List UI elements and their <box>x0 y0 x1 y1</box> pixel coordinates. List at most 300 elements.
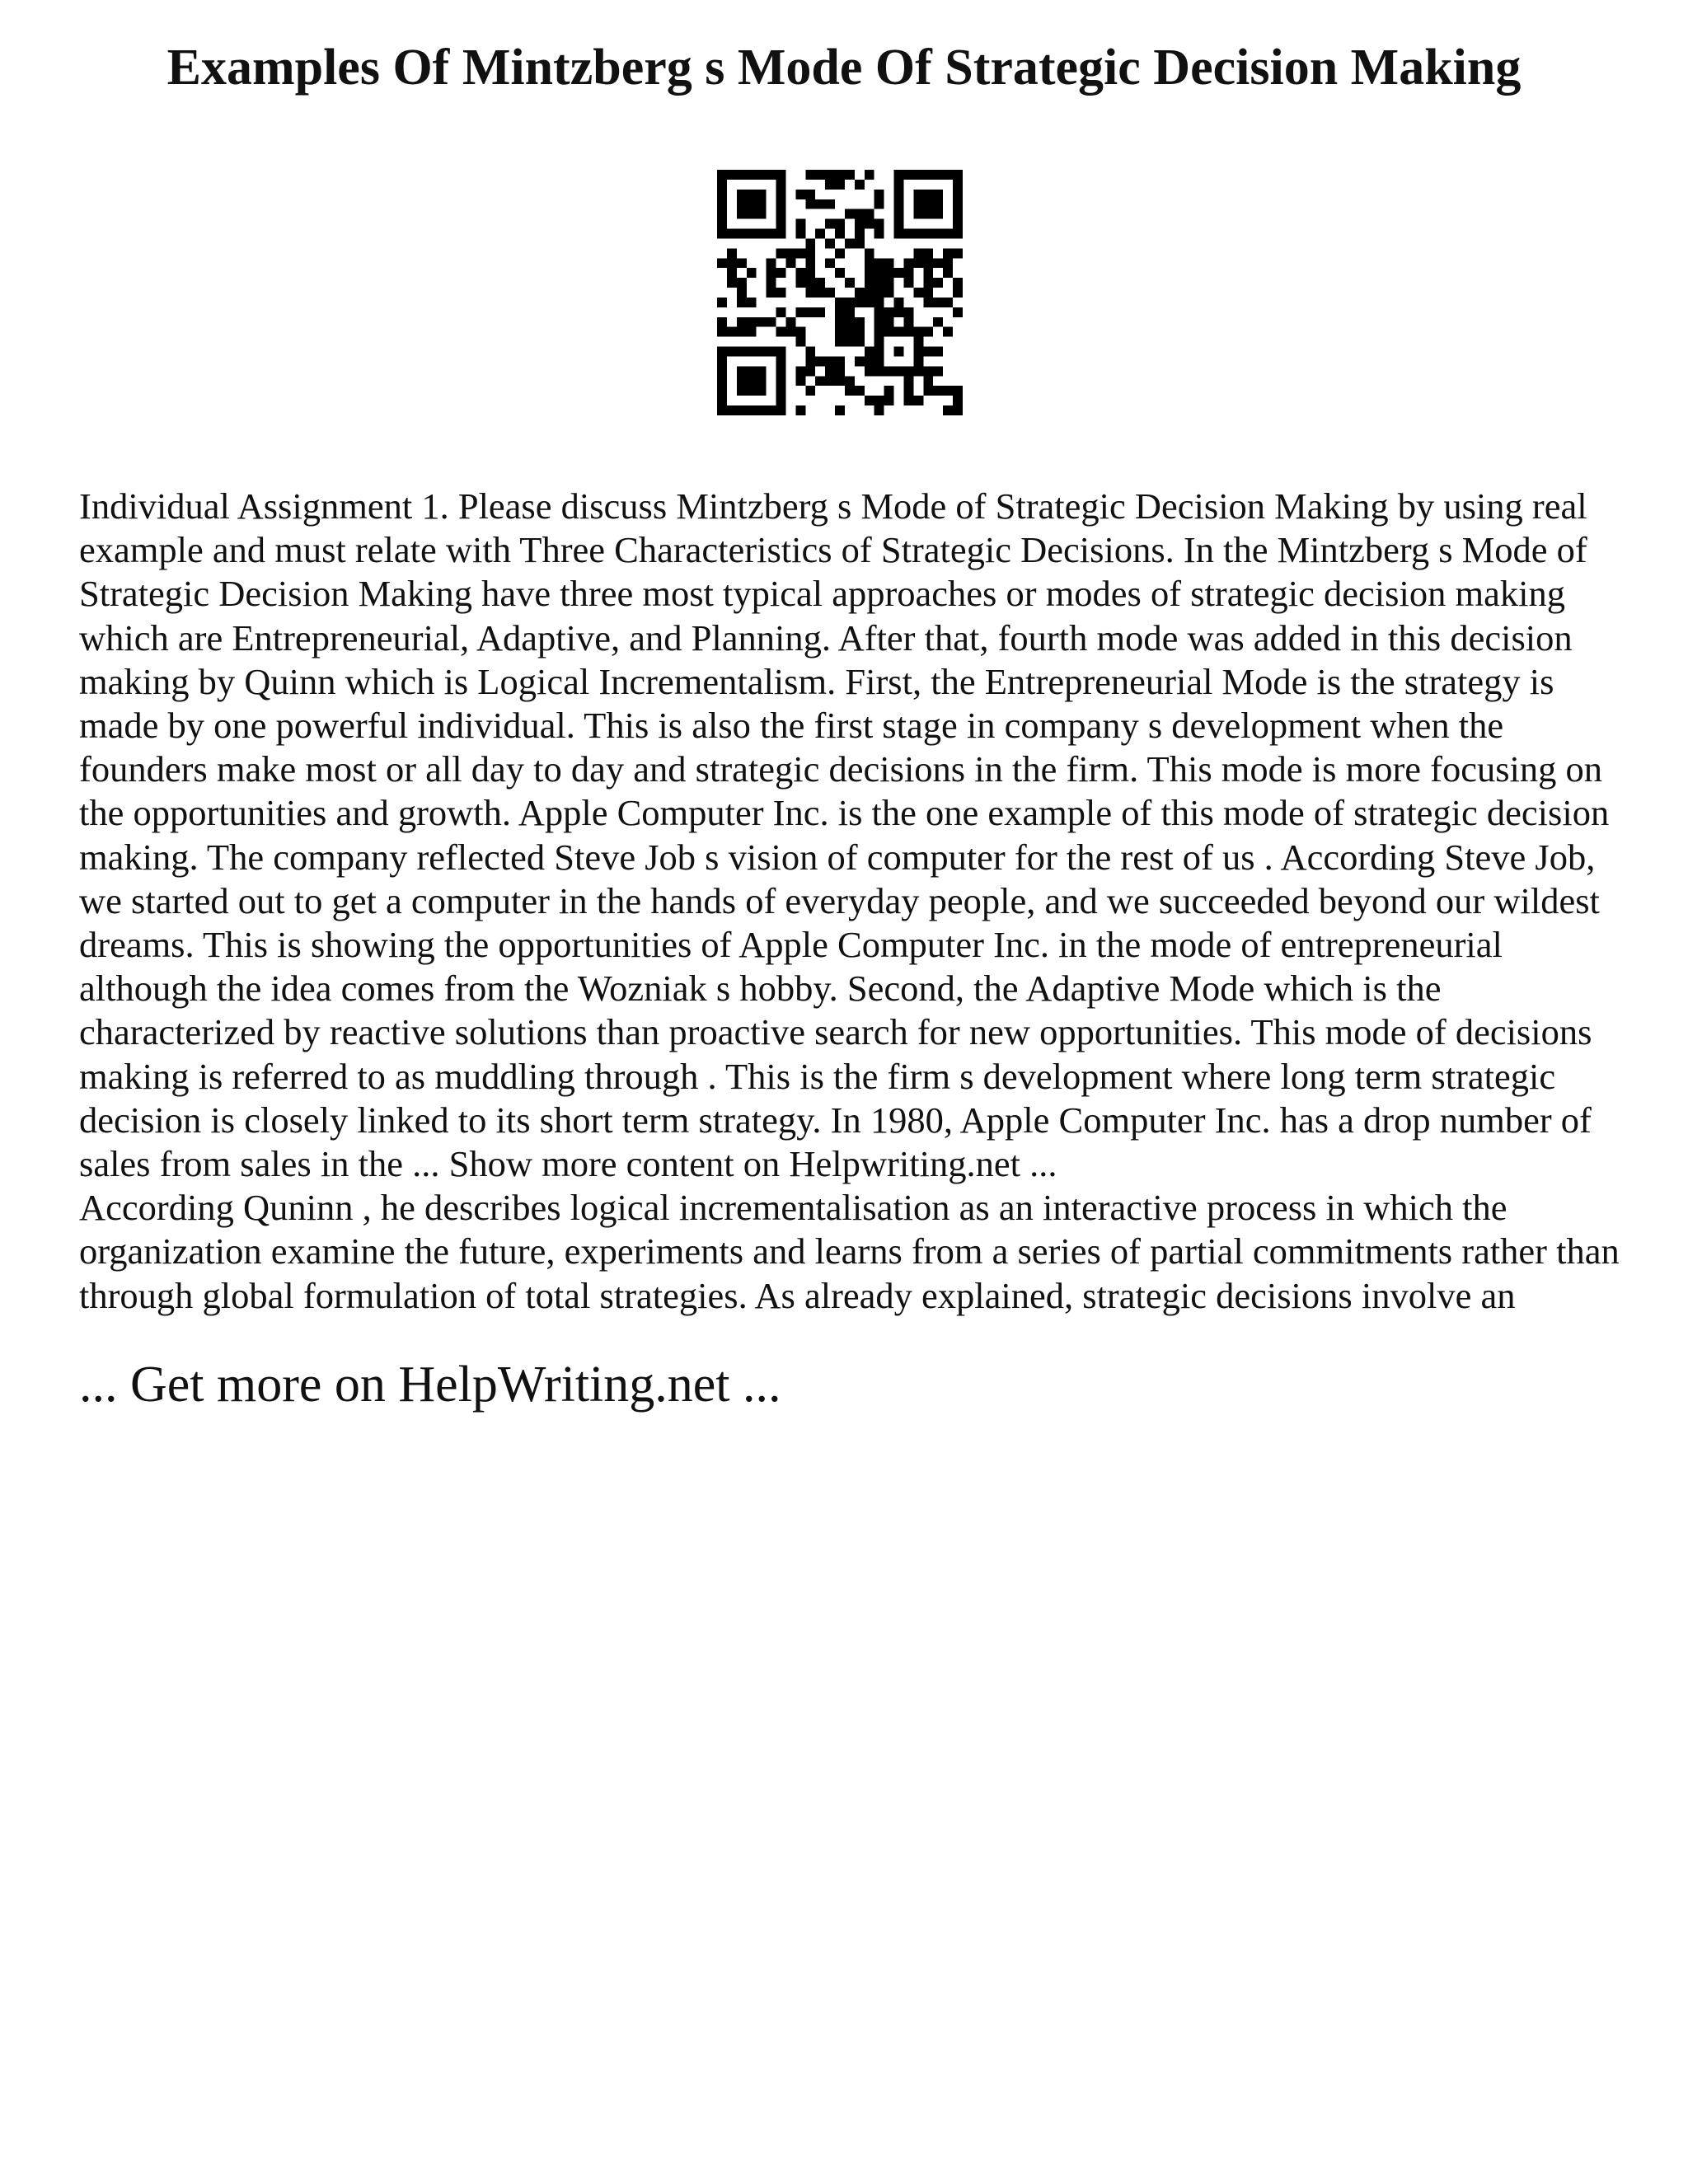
qr-module <box>933 386 943 396</box>
qr-module <box>795 376 805 386</box>
qr-module <box>747 376 757 386</box>
qr-module <box>835 229 845 239</box>
qr-module <box>923 190 933 199</box>
qr-module <box>776 248 786 258</box>
qr-module <box>747 347 757 357</box>
qr-module <box>767 268 776 278</box>
qr-module <box>717 258 727 268</box>
qr-module <box>845 376 855 386</box>
qr-module <box>953 180 963 190</box>
qr-module <box>737 347 747 357</box>
qr-module <box>903 268 913 278</box>
qr-module <box>953 190 963 199</box>
qr-module <box>737 317 747 327</box>
qr-module <box>737 376 747 386</box>
qr-module <box>953 405 963 415</box>
qr-module <box>865 347 874 357</box>
qr-module <box>767 405 776 415</box>
qr-module <box>953 229 963 239</box>
qr-module <box>845 238 855 248</box>
qr-module <box>913 396 923 405</box>
qr-module <box>923 278 933 288</box>
qr-module <box>757 317 767 327</box>
qr-module <box>953 278 963 288</box>
qr-module <box>776 268 786 278</box>
qr-module <box>805 170 815 180</box>
qr-module <box>855 327 865 337</box>
qr-module <box>943 405 953 415</box>
qr-module <box>776 376 786 386</box>
qr-module <box>785 248 795 258</box>
qr-module <box>913 229 923 239</box>
qr-module <box>923 268 933 278</box>
qr-module <box>835 337 845 347</box>
qr-module <box>845 327 855 337</box>
qr-module <box>776 180 786 190</box>
qr-module <box>903 386 913 396</box>
qr-module <box>874 396 884 405</box>
qr-module <box>835 298 845 307</box>
qr-module <box>757 376 767 386</box>
qr-module <box>795 366 805 376</box>
qr-module <box>805 248 815 258</box>
qr-module <box>894 366 904 376</box>
qr-module <box>717 317 727 327</box>
qr-module <box>767 229 776 239</box>
qr-module <box>776 366 786 376</box>
qr-module <box>874 337 884 347</box>
qr-module <box>747 229 757 239</box>
qr-module <box>727 278 737 288</box>
qr-module <box>933 347 943 357</box>
qr-module <box>894 199 904 209</box>
qr-module <box>894 209 904 219</box>
qr-module <box>717 356 727 366</box>
qr-module <box>737 288 747 298</box>
qr-module <box>727 347 737 357</box>
qr-module <box>874 356 884 366</box>
qr-module <box>795 337 805 347</box>
qr-module <box>776 307 786 317</box>
qr-module <box>923 298 933 307</box>
qr-module <box>923 170 933 180</box>
qr-module <box>717 347 727 357</box>
qr-module <box>913 258 923 268</box>
qr-module <box>884 386 894 396</box>
qr-module <box>953 199 963 209</box>
qr-module <box>795 278 805 288</box>
qr-module <box>835 180 845 190</box>
qr-module <box>943 248 953 258</box>
qr-module <box>865 268 874 278</box>
qr-module <box>933 278 943 288</box>
qr-module <box>913 190 923 199</box>
qr-module <box>865 356 874 366</box>
qr-module <box>953 288 963 298</box>
qr-module <box>776 288 786 298</box>
body-paragraph: Individual Assignment 1. Please discuss Mintzberg s Mode of Strategic Decision Making by using real example and must relate with Three Characteristics of Strategic Decisions. In the Mintzberg s Mode of Strategic Decision Making have three most typical approaches or modes of strategic decision making which are Entrepreneurial, Adaptive, and Planning. After that, fourth mode was added in this decision making by Quinn which is Logical Incrementalism. First, the Entrepreneurial Mode is the strategy is made by one powerful individual. This is also the first stage in company s development when the founders make most or all day to day and strategic decisions in the firm. This mode is more focusing on the opportunities and growth. Apple Computer Inc. is the one example of this mode of strategic decision making. The company reflected Steve Job s vision of computer for the rest of us . According Steve Job, we started out to get a computer in the hands of everyday people, and we succeeded beyond our wildest dreams. This is showing the opportunities of Apple Computer Inc. in the mode of entrepreneurial although the idea comes from the Wozniak s hobby. Second, the Adaptive Mode which is the characterized by reactive solutions than proactive search for new opportunities. This mode of decisions making is referred to as muddling through . This is the firm s development where long term strategic decision is closely linked to its short term strategy. In 1980, Apple Computer Inc. has a drop number of sales from sales in the ... Show more content on Helpwriting.net ... <box>79 485 1610 1185</box>
qr-module <box>747 327 757 337</box>
qr-module <box>805 258 815 268</box>
qr-module <box>767 170 776 180</box>
qr-module <box>913 199 923 209</box>
qr-module <box>825 170 835 180</box>
qr-module <box>855 386 865 396</box>
qr-module <box>865 219 874 229</box>
qr-module <box>717 190 727 199</box>
qr-module <box>884 307 894 317</box>
qr-module <box>845 170 855 180</box>
qr-module <box>805 190 815 199</box>
qr-module <box>737 190 747 199</box>
qr-module <box>776 327 786 337</box>
qr-module <box>845 278 855 288</box>
qr-module <box>795 327 805 337</box>
qr-module <box>884 268 894 278</box>
qr-module <box>953 248 963 258</box>
qr-module <box>757 386 767 396</box>
qr-module <box>913 248 923 258</box>
qr-module <box>874 199 884 209</box>
qr-module <box>825 376 835 386</box>
qr-module <box>894 190 904 199</box>
qr-module <box>953 386 963 396</box>
qr-module <box>874 229 884 239</box>
qr-module <box>815 307 825 317</box>
qr-module <box>776 190 786 199</box>
document-body <box>79 485 1629 1318</box>
qr-module <box>795 248 805 258</box>
qr-module <box>874 268 884 278</box>
qr-module <box>737 298 747 307</box>
qr-module <box>776 219 786 229</box>
qr-module <box>795 190 805 199</box>
qr-module <box>757 199 767 209</box>
qr-module <box>737 229 747 239</box>
qr-module <box>805 278 815 288</box>
qr-module <box>865 258 874 268</box>
qr-module <box>923 209 933 219</box>
qr-module <box>805 307 815 317</box>
qr-module <box>903 366 913 376</box>
qr-module <box>757 229 767 239</box>
qr-module <box>717 229 727 239</box>
qr-module <box>805 386 815 396</box>
qr-module <box>884 258 894 268</box>
qr-module <box>855 238 865 248</box>
qr-module <box>825 258 835 268</box>
qr-module <box>767 258 776 268</box>
qr-module <box>923 327 933 337</box>
qr-module <box>747 405 757 415</box>
qr-module <box>923 366 933 376</box>
qr-code-icon <box>717 170 963 415</box>
body-paragraph: According Quninn , he describes logical incrementalisation as an interactive process in which the organization examine the future, experiments and learns from a series of partial commitments rather than through global formulation of total strategies. As already explained, strategic decisions involve an <box>79 1187 1620 1316</box>
qr-module <box>953 396 963 405</box>
qr-module <box>717 366 727 376</box>
qr-module <box>943 170 953 180</box>
qr-module <box>805 238 815 248</box>
qr-module <box>845 209 855 219</box>
qr-module <box>825 356 835 366</box>
qr-module <box>933 317 943 327</box>
qr-module <box>835 376 845 386</box>
qr-module <box>727 268 737 278</box>
qr-module <box>894 180 904 190</box>
qr-module <box>865 298 874 307</box>
qr-module <box>776 170 786 180</box>
qr-module <box>913 337 923 347</box>
qr-module <box>805 199 815 209</box>
qr-module <box>805 356 815 366</box>
qr-module <box>737 327 747 337</box>
qr-module <box>913 356 923 366</box>
qr-module <box>835 307 845 317</box>
qr-module <box>835 327 845 337</box>
qr-module <box>865 170 874 180</box>
qr-module <box>845 386 855 396</box>
qr-module <box>717 219 727 229</box>
qr-module <box>785 258 795 268</box>
qr-module <box>855 288 865 298</box>
qr-module <box>805 347 815 357</box>
qr-module <box>903 307 913 317</box>
qr-module <box>785 327 795 337</box>
qr-module <box>855 298 865 307</box>
qr-module <box>894 170 904 180</box>
qr-module <box>903 396 913 405</box>
qr-module <box>776 386 786 396</box>
qr-module <box>874 278 884 288</box>
qr-module <box>913 366 923 376</box>
qr-module <box>747 317 757 327</box>
qr-module <box>737 199 747 209</box>
qr-module <box>923 199 933 209</box>
qr-module <box>855 229 865 239</box>
qr-module <box>747 209 757 219</box>
qr-module <box>727 170 737 180</box>
qr-module <box>815 170 825 180</box>
qr-module <box>874 327 884 337</box>
qr-module <box>874 366 884 376</box>
qr-module <box>815 288 825 298</box>
qr-module <box>757 347 767 357</box>
qr-module <box>747 268 757 278</box>
qr-module <box>933 209 943 219</box>
qr-module <box>874 258 884 268</box>
qr-module <box>933 366 943 376</box>
qr-module <box>717 405 727 415</box>
qr-module <box>894 219 904 229</box>
qr-module <box>874 347 884 357</box>
qr-module <box>884 396 894 405</box>
qr-module <box>747 298 757 307</box>
qr-module <box>825 366 835 376</box>
qr-module <box>865 288 874 298</box>
qr-module <box>717 386 727 396</box>
qr-module <box>884 366 894 376</box>
qr-module <box>727 327 737 337</box>
qr-module <box>903 170 913 180</box>
qr-module <box>717 298 727 307</box>
qr-module <box>943 268 953 278</box>
qr-module <box>717 209 727 219</box>
qr-module <box>953 307 963 317</box>
qr-module <box>767 347 776 357</box>
qr-module <box>717 199 727 209</box>
qr-module <box>717 396 727 405</box>
qr-module <box>835 219 845 229</box>
qr-module <box>855 356 865 366</box>
qr-module <box>805 288 815 298</box>
qr-module <box>913 209 923 219</box>
qr-module <box>923 288 933 298</box>
qr-module <box>903 376 913 386</box>
qr-module <box>953 170 963 180</box>
qr-module <box>747 170 757 180</box>
qr-module <box>884 278 894 288</box>
qr-module <box>845 317 855 327</box>
qr-module <box>874 190 884 199</box>
qr-module <box>737 405 747 415</box>
qr-module <box>776 209 786 219</box>
qr-module <box>884 327 894 337</box>
qr-module <box>835 268 845 278</box>
qr-module <box>865 248 874 258</box>
qr-module <box>815 229 825 239</box>
qr-module <box>776 347 786 357</box>
qr-module <box>737 386 747 396</box>
qr-module <box>747 386 757 396</box>
qr-module <box>747 190 757 199</box>
qr-module <box>903 278 913 288</box>
qr-module <box>874 307 884 317</box>
qr-module <box>845 337 855 347</box>
qr-module <box>933 229 943 239</box>
qr-module <box>825 219 835 229</box>
qr-module <box>923 376 933 386</box>
qr-module <box>865 396 874 405</box>
qr-module <box>795 405 805 415</box>
qr-module <box>845 307 855 317</box>
qr-module <box>737 366 747 376</box>
qr-module <box>953 209 963 219</box>
qr-module <box>785 317 795 327</box>
qr-module <box>874 317 884 327</box>
qr-module <box>874 298 884 307</box>
qr-module <box>855 219 865 229</box>
qr-module <box>913 327 923 337</box>
qr-module <box>757 209 767 219</box>
qr-module <box>776 405 786 415</box>
qr-module <box>767 288 776 298</box>
qr-module <box>717 170 727 180</box>
qr-module <box>835 356 845 366</box>
qr-module <box>795 307 805 317</box>
qr-module <box>884 288 894 298</box>
qr-module <box>923 386 933 396</box>
qr-module <box>865 366 874 376</box>
qr-module <box>737 278 747 288</box>
qr-module <box>747 199 757 209</box>
qr-module <box>805 366 815 376</box>
qr-module <box>717 327 727 337</box>
qr-module <box>835 366 845 376</box>
qr-module <box>815 376 825 386</box>
qr-module <box>805 268 815 278</box>
qr-module <box>795 229 805 239</box>
qr-module <box>943 258 953 268</box>
qr-module <box>923 258 933 268</box>
qr-module <box>913 288 923 298</box>
qr-module <box>855 337 865 347</box>
qr-module <box>943 298 953 307</box>
qr-module <box>747 366 757 376</box>
qr-module <box>825 180 835 190</box>
qr-module <box>737 258 747 268</box>
qr-module <box>933 298 943 307</box>
qr-module <box>903 317 913 327</box>
qr-module <box>923 248 933 258</box>
qr-module <box>795 219 805 229</box>
document-title: Examples Of Mintzberg s Mode Of Strategic Decision Making <box>166 40 1522 96</box>
qr-module <box>727 229 737 239</box>
qr-module <box>776 356 786 366</box>
qr-module <box>815 199 825 209</box>
qr-module <box>874 405 884 415</box>
qr-module <box>855 180 865 190</box>
qr-module <box>874 219 884 229</box>
qr-module <box>776 199 786 209</box>
qr-module <box>903 327 913 337</box>
qr-module <box>776 396 786 405</box>
qr-module <box>894 307 904 317</box>
qr-module <box>933 258 943 268</box>
qr-module <box>727 258 737 268</box>
qr-module <box>767 317 776 327</box>
qr-module <box>767 278 776 288</box>
qr-module <box>894 347 904 357</box>
get-more-link[interactable]: ... Get more on HelpWriting.net ... <box>79 1357 781 1413</box>
qr-module <box>894 268 904 278</box>
qr-module <box>737 209 747 219</box>
qr-module <box>757 190 767 199</box>
qr-module <box>835 248 845 258</box>
qr-module <box>855 209 865 219</box>
qr-module <box>855 317 865 327</box>
qr-module <box>933 170 943 180</box>
qr-module <box>835 317 845 327</box>
qr-module <box>874 288 884 298</box>
qr-module <box>825 238 835 248</box>
qr-module <box>913 347 923 357</box>
qr-module <box>923 347 933 357</box>
qr-module <box>757 405 767 415</box>
qr-module <box>757 170 767 180</box>
qr-module <box>913 170 923 180</box>
qr-module <box>825 199 835 209</box>
qr-module <box>943 229 953 239</box>
qr-module <box>757 366 767 376</box>
qr-module <box>845 298 855 307</box>
qr-module <box>835 405 845 415</box>
qr-module <box>894 229 904 239</box>
qr-module <box>727 248 737 258</box>
qr-module <box>943 327 953 337</box>
qr-module <box>903 258 913 268</box>
qr-module <box>933 199 943 209</box>
qr-module <box>943 386 953 396</box>
